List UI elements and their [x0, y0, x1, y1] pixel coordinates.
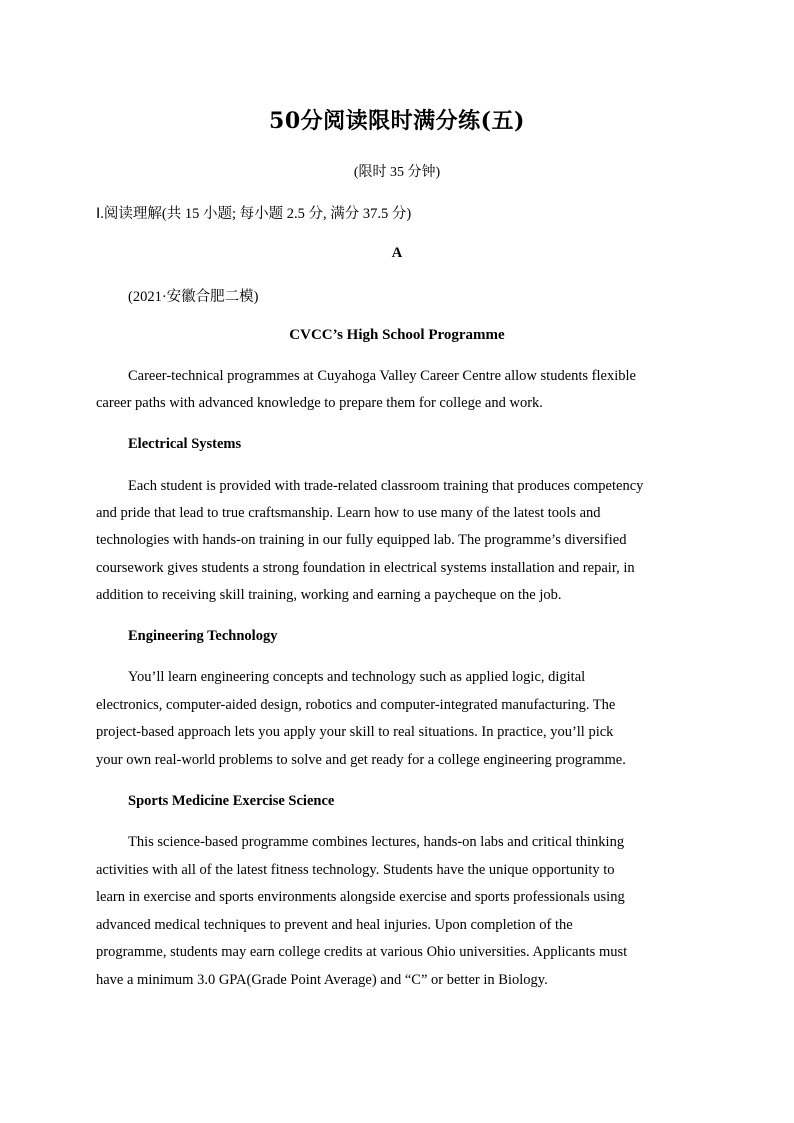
passage-title: CVCC’s High School Programme	[289, 327, 505, 343]
paragraph-line: programme, students may earn college credits at various Ohio universities. Applicants must	[96, 944, 628, 960]
paragraph-line: advanced medical techniques to prevent and heal injuries. Upon completion of the	[96, 917, 573, 933]
paragraph-line: have a minimum 3.0 GPA(Grade Point Average) and “C” or better in Biology.	[96, 972, 548, 988]
paragraph-line: and pride that lead to true craftsmanship. Learn how to use many of the latest tools and	[96, 505, 601, 521]
paragraph-line: your own real-world problems to solve and get ready for a college engineering programme.	[96, 752, 626, 768]
section-heading-engineering: Engineering Technology	[128, 628, 278, 644]
paragraph-line: project-based approach lets you apply your skill to real situations. In practice, you’ll pick	[96, 724, 614, 740]
paragraph-line: addition to receiving skill training, working and earning a paycheque on the job.	[96, 587, 562, 603]
time-limit: (限时 35 分钟)	[353, 165, 441, 180]
intro-line: career paths with advanced knowledge to prepare them for college and work.	[96, 395, 543, 411]
paragraph-line: You’ll learn engineering concepts and technology such as applied logic, digital	[128, 669, 586, 685]
paragraph-line: Each student is provided with trade-related classroom training that produces competency	[128, 478, 644, 494]
part-label: A	[391, 245, 403, 261]
section-heading-sports: Sports Medicine Exercise Science	[128, 793, 335, 809]
paragraph-line: This science-based programme combines lectures, hands-on labs and critical thinking	[128, 834, 625, 850]
paragraph-line: learn in exercise and sports environments alongside exercise and sports professionals using	[96, 889, 625, 905]
section-heading-electrical: Electrical Systems	[128, 436, 242, 452]
paragraph-line: electronics, computer-aided design, robotics and computer-integrated manufacturing. The	[96, 697, 616, 713]
page-title: 50分阅读限时满分练(五)	[269, 108, 525, 134]
source-note: (2021·安徽合肥二模)	[128, 289, 259, 305]
paragraph-line: technologies with hands-on training in our fully equipped lab. The programme’s diversified	[96, 532, 627, 548]
intro-line: Career-technical programmes at Cuyahoga Valley Career Centre allow students flexible	[128, 368, 636, 384]
section-heading: Ⅰ.阅读理解(共 15 小题; 每小题 2.5 分, 满分 37.5 分)	[96, 206, 412, 222]
paragraph-line: coursework gives students a strong foundation in electrical systems installation and repair, in	[96, 560, 635, 576]
paragraph-line: activities with all of the latest fitness technology. Students have the unique opportunity to	[96, 862, 615, 878]
